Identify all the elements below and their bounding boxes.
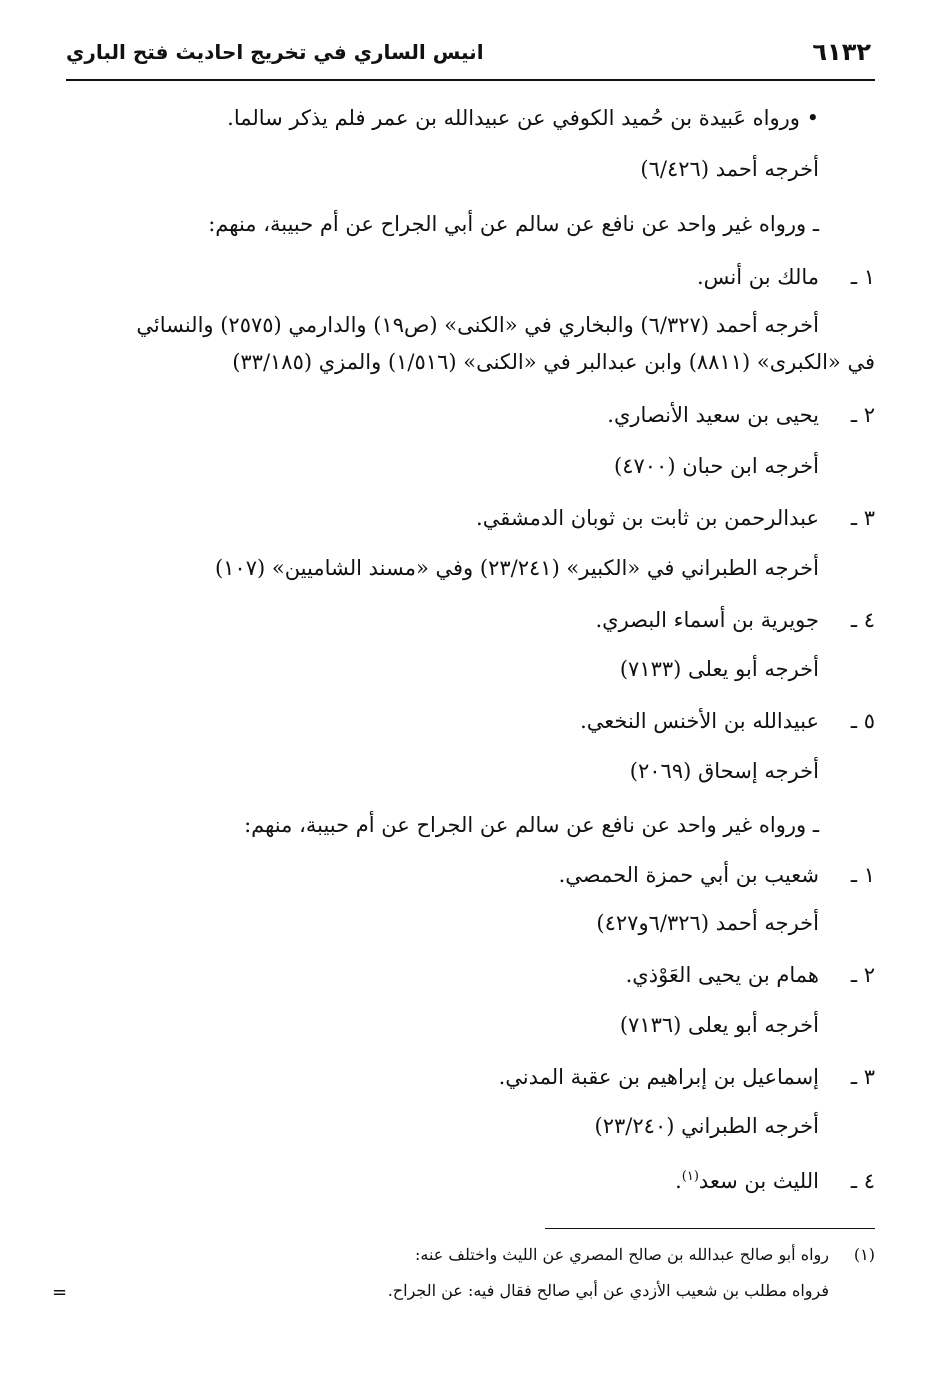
page-header <box>66 34 875 78</box>
item-number: ١ ـ <box>850 863 875 887</box>
footnote <box>415 1242 875 1268</box>
footnote-continuation: فرواه مطلب بن شعيب الأزدي عن أبي صالح فقال فيه: عن الجراح. <box>387 1281 829 1300</box>
text-line: في «الكبرى» (٨٨١١) وابن عبدالبر في «الكنى» (١/٥١٦) والمزي (٣٣/١٨٥) <box>232 350 875 374</box>
running-title: انيس الساري في تخريج احاديث فتح الباري <box>66 40 484 64</box>
item-number: ٣ ـ <box>850 1065 875 1089</box>
text-line: أخرجه الطبراني (٢٣/٢٤٠) <box>594 1114 819 1138</box>
text-line: أخرجه الطبراني في «الكبير» (٢٣/٢٤١) وفي «مسند الشاميين» (١٠٧) <box>214 556 819 580</box>
item-number: ١ ـ <box>850 265 875 289</box>
item-number: ٤ ـ <box>850 1169 875 1193</box>
text-line: أخرجه أحمد (٦/٤٢٦) <box>640 157 819 181</box>
item-number: ٣ ـ <box>850 506 875 530</box>
item-number: ٤ ـ <box>850 608 875 632</box>
margin-mark: = <box>52 1282 68 1303</box>
item-text-end: . <box>675 1169 682 1193</box>
page-number: ٦١٣٢ <box>812 38 871 66</box>
footnote-text: رواه أبو صالح عبدالله بن صالح المصري عن الليث واختلف عنه: <box>414 1245 829 1264</box>
text-line: أخرجه أبو يعلى (٧١٣٣) <box>619 657 819 681</box>
item-text: إسماعيل بن إبراهيم بن عقبة المدني. <box>498 1065 819 1089</box>
text-line: أخرجه إسحاق (٢٠٦٩) <box>629 759 819 783</box>
list-item <box>697 262 875 292</box>
list-item <box>607 400 875 430</box>
text-line: أخرجه ابن حبان (٤٧٠٠) <box>614 454 819 478</box>
item-number: ٢ ـ <box>850 963 875 987</box>
list-item <box>499 1062 875 1092</box>
list-item <box>626 960 875 990</box>
item-text: شعيب بن أبي حمزة الحمصي. <box>558 863 819 887</box>
text-line: ـ ورواه غير واحد عن نافع عن سالم عن أبي الجراح عن أم حبيبة، منهم: <box>208 212 819 236</box>
list-item <box>675 1162 875 1196</box>
item-number: ٢ ـ <box>850 403 875 427</box>
list-item <box>595 605 875 635</box>
text-line: أخرجه أبو يعلى (٧١٣٦) <box>619 1013 819 1037</box>
footnote-marker: (١) <box>853 1245 875 1264</box>
text-line: أخرجه أحمد (٦/٣٢٦و٤٢٧) <box>596 911 819 935</box>
text-line: أخرجه أحمد (٦/٣٢٧) والبخاري في «الكنى» (ص١٩) والدارمي (٢٥٧٥) والنسائي <box>136 313 819 337</box>
item-text: عبدالرحمن بن ثابت بن ثوبان الدمشقي. <box>476 506 819 530</box>
footnote-separator <box>545 1228 875 1229</box>
header-rule <box>66 79 875 81</box>
item-number: ٥ ـ <box>850 709 875 733</box>
item-text: يحيى بن سعيد الأنصاري. <box>607 403 819 427</box>
list-item <box>476 503 875 533</box>
item-text: مالك بن أنس. <box>696 265 819 289</box>
text-line: • ورواه عَبيدة بن حُميد الكوفي عن عبيدالله بن عمر فلم يذكر سالما. <box>227 106 819 130</box>
item-text: جويرية بن أسماء البصري. <box>595 608 819 632</box>
list-item <box>580 706 875 736</box>
text-line: ـ ورواه غير واحد عن نافع عن سالم عن الجراح عن أم حبيبة، منهم: <box>244 813 819 837</box>
item-text: همام بن يحيى العَوْذي. <box>625 963 819 987</box>
item-text: الليث بن سعد <box>698 1169 819 1193</box>
list-item <box>559 860 875 890</box>
footnote-reference[interactable]: (١) <box>681 1169 699 1184</box>
item-text: عبيدالله بن الأخنس النخعي. <box>580 709 819 733</box>
